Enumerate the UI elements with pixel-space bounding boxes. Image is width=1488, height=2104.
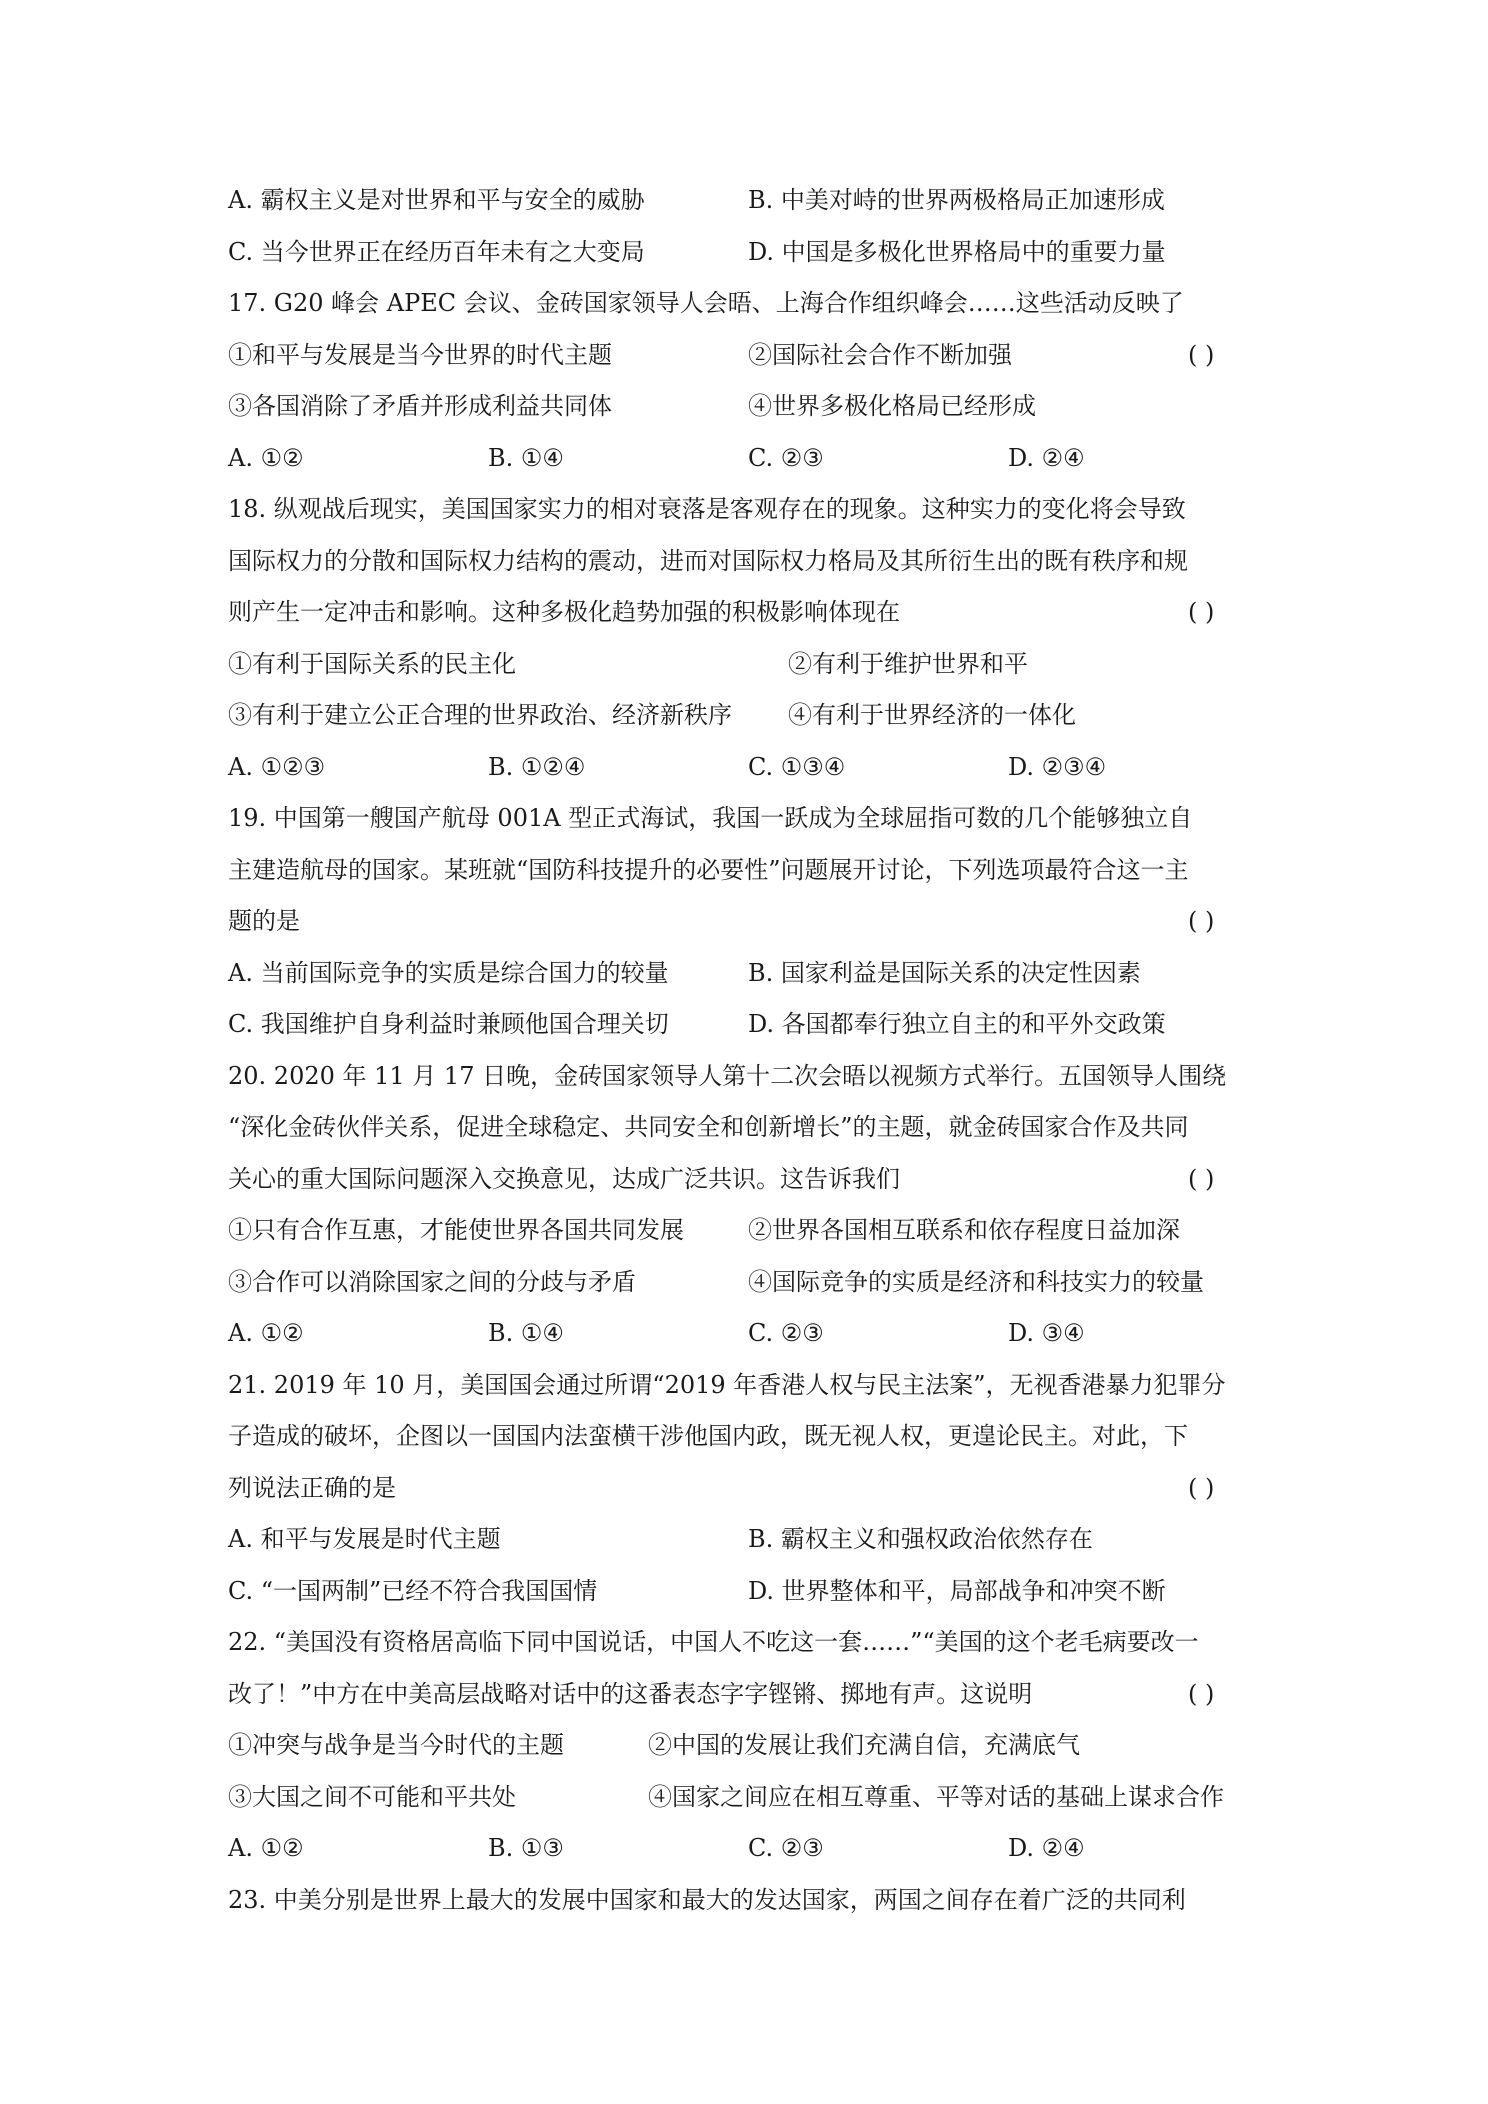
q17-option-b: B. ①④	[488, 443, 564, 472]
q20-option-b: B. ①④	[488, 1319, 564, 1347]
q18-statements-row-1	[228, 639, 1268, 691]
q20-options	[228, 1308, 1268, 1360]
q16-option-c: C. 当今世界正在经历百年未有之大变局	[228, 237, 645, 266]
q19-option-c: C. 我国维护自身利益时兼顾他国合理关切	[228, 1010, 669, 1038]
q20-statements-row-2	[228, 1257, 1268, 1309]
q21-option-c: C. “一国两制”已经不符合我国国情	[228, 1576, 598, 1605]
q20-statement-4: ④国际竞争的实质是经济和科技实力的较量	[748, 1267, 1204, 1296]
q17-statement-3: ③各国消除了矛盾并形成利益共同体	[228, 392, 612, 420]
q16-option-b: B. 中美对峙的世界两极格局正加速形成	[748, 186, 1165, 214]
q21-stem-line-2: 子造成的破坏，企图以一国国内法蛮横干涉他国内政，既无视人权，更遑论民主。对此，下	[228, 1422, 1188, 1450]
q21-stem-line-1: 21. 2019 年 10 月，美国国会通过所谓“2019 年香港人权与民主法案”，无视香港暴力犯罪分	[228, 1370, 1226, 1399]
q17-statements-row-1	[228, 330, 1268, 382]
q18-stem-line-3	[228, 587, 1268, 639]
q22-statement-1: ①冲突与战争是当今时代的主题	[228, 1731, 564, 1759]
q18-option-d: D. ②③④	[1008, 752, 1107, 781]
q18-stem-line-3-text: 则产生一定冲击和影响。这种多极化趋势加强的积极影响体现在	[228, 598, 900, 626]
q18-statement-3: ③有利于建立公正合理的世界政治、经济新秩序	[228, 701, 732, 729]
q18-statements-row-2	[228, 690, 1268, 742]
q19-option-a: A. 当前国际竞争的实质是综合国力的较量	[228, 958, 669, 987]
q17-option-d: D. ②④	[1008, 443, 1085, 472]
q17-options	[228, 433, 1268, 485]
q20-statement-1: ①只有合作互惠，才能使世界各国共同发展	[228, 1216, 684, 1244]
q17-option-c: C. ②③	[748, 443, 824, 472]
q21-option-d: D. 世界整体和平，局部战争和冲突不断	[748, 1576, 1166, 1605]
q22-stem-line-2-text: 改了！”中方在中美高层战略对话中的这番表态字字铿锵、掷地有声。这说明	[228, 1679, 1033, 1708]
q22-option-c: C. ②③	[748, 1834, 824, 1862]
q22-statement-2: ②中国的发展让我们充满自信，充满底气	[648, 1731, 1080, 1759]
q17-stem: 17. G20 峰会 APEC 会议、金砖国家领导人会晤、上海合作组织峰会……这些活动反映了	[228, 289, 1184, 317]
q22-option-b: B. ①③	[488, 1834, 564, 1862]
q19-stem-line-3	[228, 896, 1268, 948]
q21-stem-line-3	[228, 1463, 1268, 1515]
q17-statement-4: ④世界多极化格局已经形成	[748, 392, 1036, 420]
q22-answer-bracket: ( )	[1188, 1679, 1215, 1708]
q18-statement-4: ④有利于世界经济的一体化	[788, 701, 1076, 729]
q19-stem-line-3-text: 题的是	[228, 907, 300, 935]
q19-stem-line-1: 19. 中国第一艘国产航母 001A 型正式海试，我国一跃成为全球屈指可数的几个能够独立自	[228, 804, 1193, 832]
q21-options-row-2	[228, 1566, 1268, 1618]
q22-stem-line-1: 22. “美国没有资格居高临下同中国说话，中国人不吃这一套……”“美国的这个老毛病要改一	[228, 1628, 1199, 1656]
q21-stem-line-3-text: 列说法正确的是	[228, 1473, 396, 1502]
q20-stem-line-3-text: 关心的重大国际问题深入交换意见，达成广泛共识。这告诉我们	[228, 1164, 900, 1193]
question-list	[228, 175, 1268, 1926]
q19-answer-bracket: ( )	[1188, 907, 1215, 935]
q20-stem-line-1: 20. 2020 年 11 月 17 日晚，金砖国家领导人第十二次会晤以视频方式举行。五国领导人围绕	[228, 1061, 1227, 1090]
q18-statement-2: ②有利于维护世界和平	[788, 649, 1028, 678]
q18-option-c: C. ①③④	[748, 752, 846, 781]
q16-option-d: D. 中国是多极化世界格局中的重要力量	[748, 237, 1166, 266]
q17-statement-2: ②国际社会合作不断加强	[748, 340, 1012, 369]
q20-option-c: C. ②③	[748, 1319, 824, 1347]
q20-option-d: D. ③④	[1008, 1319, 1085, 1347]
q19-option-d: D. 各国都奉行独立自主的和平外交政策	[748, 1010, 1166, 1038]
q16-option-a: A. 霸权主义是对世界和平与安全的威胁	[228, 186, 645, 214]
q20-statements-row-1	[228, 1205, 1268, 1257]
q18-options	[228, 742, 1268, 794]
q18-option-a: A. ①②③	[228, 752, 326, 781]
q19-option-b: B. 国家利益是国际关系的决定性因素	[748, 958, 1141, 987]
q18-statement-1: ①有利于国际关系的民主化	[228, 649, 516, 678]
q22-stem-line-2	[228, 1669, 1268, 1721]
q17-statement-1: ①和平与发展是当今世界的时代主题	[228, 340, 612, 369]
q22-statement-3: ③大国之间不可能和平共处	[228, 1782, 516, 1811]
q22-statement-4: ④国家之间应在相互尊重、平等对话的基础上谋求合作	[648, 1782, 1224, 1811]
q22-option-d: D. ②④	[1008, 1834, 1085, 1862]
q18-stem-line-2: 国际权力的分散和国际权力结构的震动，进而对国际权力格局及其所衍生出的既有秩序和规	[228, 546, 1188, 575]
q22-options	[228, 1823, 1268, 1875]
q19-options-row-1	[228, 948, 1268, 1000]
q20-statement-3: ③合作可以消除国家之间的分歧与矛盾	[228, 1267, 636, 1296]
q20-stem-line-2: “深化金砖伙伴关系，促进全球稳定、共同安全和创新增长”的主题，就金砖国家合作及共同	[228, 1113, 1189, 1141]
q21-options-row-1	[228, 1514, 1268, 1566]
q18-answer-bracket: ( )	[1188, 598, 1215, 626]
q17-statements-row-2	[228, 381, 1268, 433]
q21-answer-bracket: ( )	[1188, 1473, 1215, 1502]
q18-option-b: B. ①②④	[488, 752, 586, 781]
q19-stem-line-2: 主建造航母的国家。某班就“国防科技提升的必要性”问题展开讨论，下列选项最符合这一主	[228, 855, 1189, 884]
q17-option-a: A. ①②	[228, 443, 304, 472]
q23-stem-line-1: 23. 中美分别是世界上最大的发展中国家和最大的发达国家，两国之间存在着广泛的共同利	[228, 1885, 1186, 1914]
q22-statements-row-2	[228, 1772, 1268, 1824]
q16-options-row-2	[228, 227, 1268, 279]
q16-options-row-1	[228, 175, 1268, 227]
q17-answer-bracket: ( )	[1188, 340, 1215, 369]
q21-option-b: B. 霸权主义和强权政治依然存在	[748, 1525, 1093, 1553]
q22-option-a: A. ①②	[228, 1834, 304, 1862]
q20-answer-bracket: ( )	[1188, 1164, 1215, 1193]
q21-option-a: A. 和平与发展是时代主题	[228, 1525, 501, 1553]
q22-statements-row-1	[228, 1720, 1268, 1772]
q18-stem-line-1: 18. 纵观战后现实，美国国家实力的相对衰落是客观存在的现象。这种实力的变化将会导致	[228, 495, 1186, 523]
q20-stem-line-3	[228, 1154, 1268, 1206]
q19-options-row-2	[228, 999, 1268, 1051]
q20-statement-2: ②世界各国相互联系和依存程度日益加深	[748, 1216, 1180, 1244]
q20-option-a: A. ①②	[228, 1319, 304, 1347]
